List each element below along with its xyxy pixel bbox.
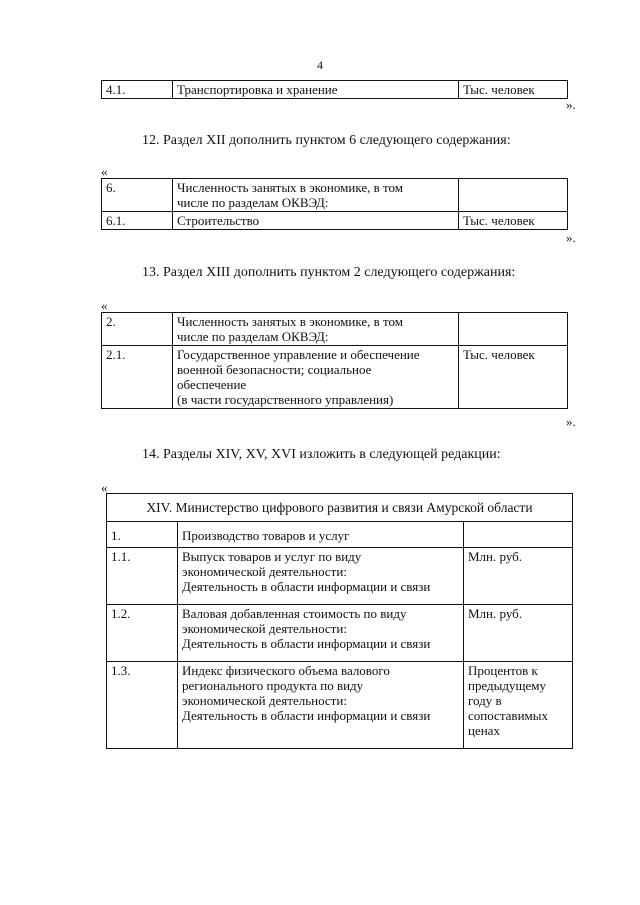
- table-d: [106, 493, 573, 749]
- table-row: [107, 522, 573, 548]
- table-row: [107, 548, 573, 605]
- row-name-line: Индекс физического объема валового: [182, 663, 390, 678]
- row-number: 1.1.: [107, 548, 178, 605]
- row-name: [178, 548, 464, 605]
- row-unit: [464, 522, 573, 548]
- paragraph-13: 13. Раздел XIII дополнить пунктом 2 следующего содержания:: [142, 265, 516, 280]
- row-unit: [459, 313, 568, 346]
- row-name-line: Деятельность в области информации и связи: [182, 579, 431, 594]
- row-name-line: Численность занятых в экономике, в том: [177, 180, 403, 195]
- row-name-line: экономической деятельности:: [182, 621, 347, 636]
- row-name: [173, 179, 459, 212]
- table-row: [102, 313, 568, 346]
- row-name-line: (в части государственного управления): [177, 392, 394, 407]
- table-row: [102, 346, 568, 409]
- table-row: [102, 212, 568, 230]
- row-unit-line: предыдущему: [468, 678, 547, 693]
- table-header-row: [107, 494, 573, 522]
- table-row: [102, 81, 568, 99]
- opening-quote: «: [101, 164, 108, 179]
- row-unit-line: Процентов к: [468, 663, 538, 678]
- closing-quote: ».: [566, 414, 576, 429]
- table-c: [101, 312, 568, 409]
- row-name-line: военной безопасности; социальное: [177, 362, 372, 377]
- table-row: [107, 662, 573, 749]
- row-name-line: регионального продукта по виду: [182, 678, 364, 693]
- row-name-line: числе по разделам ОКВЭД:: [177, 329, 329, 344]
- row-name: Строительство: [173, 212, 459, 230]
- row-unit: Тыс. человек: [459, 346, 568, 409]
- table-row: [107, 605, 573, 662]
- row-number: 1.3.: [107, 662, 178, 749]
- row-unit: Тыс. человек: [459, 81, 568, 99]
- row-unit-line: сопоставимых: [468, 708, 548, 723]
- row-number: 2.: [102, 313, 173, 346]
- paragraph-12: 12. Раздел XII дополнить пунктом 6 следующего содержания:: [142, 133, 511, 148]
- row-number: 1.2.: [107, 605, 178, 662]
- row-name: Транспортировка и хранение: [173, 81, 459, 99]
- section-header: XIV. Министерство цифрового развития и связи Амурской области: [107, 494, 573, 522]
- page-number: 4: [317, 58, 323, 72]
- paragraph-14: 14. Разделы XIV, XV, XVI изложить в следующей редакции:: [142, 447, 501, 462]
- row-name: Производство товаров и услуг: [178, 522, 464, 548]
- row-number: 1.: [107, 522, 178, 548]
- row-name: [178, 662, 464, 749]
- row-name-line: Деятельность в области информации и связи: [182, 636, 431, 651]
- row-unit: Тыс. человек: [459, 212, 568, 230]
- closing-quote: ».: [566, 97, 576, 112]
- opening-quote: «: [101, 480, 108, 495]
- row-name-line: Деятельность в области информации и связи: [182, 708, 431, 723]
- row-name-line: Численность занятых в экономике, в том: [177, 314, 403, 329]
- row-number: 6.: [102, 179, 173, 212]
- closing-quote: ».: [566, 230, 576, 245]
- row-name-line: экономической деятельности:: [182, 693, 347, 708]
- row-unit: Млн. руб.: [464, 605, 573, 662]
- table-row: [102, 179, 568, 212]
- opening-quote: «: [101, 298, 108, 313]
- table-a: [101, 80, 568, 99]
- row-unit: [464, 662, 573, 749]
- row-unit: [459, 179, 568, 212]
- row-name: [178, 605, 464, 662]
- row-name: [173, 346, 459, 409]
- row-number: 4.1.: [102, 81, 173, 99]
- row-unit: Млн. руб.: [464, 548, 573, 605]
- row-name-line: Выпуск товаров и услуг по виду: [182, 549, 362, 564]
- row-number: 2.1.: [102, 346, 173, 409]
- row-name: [173, 313, 459, 346]
- row-number: 6.1.: [102, 212, 173, 230]
- table-b: [101, 178, 568, 230]
- row-name-line: Валовая добавленная стоимость по виду: [182, 606, 407, 621]
- row-name-line: Государственное управление и обеспечение: [177, 347, 420, 362]
- row-name-line: экономической деятельности:: [182, 564, 347, 579]
- row-name-line: числе по разделам ОКВЭД:: [177, 195, 329, 210]
- row-name-line: обеспечение: [177, 377, 247, 392]
- row-unit-line: ценах: [468, 723, 500, 738]
- row-unit-line: году в: [468, 693, 502, 708]
